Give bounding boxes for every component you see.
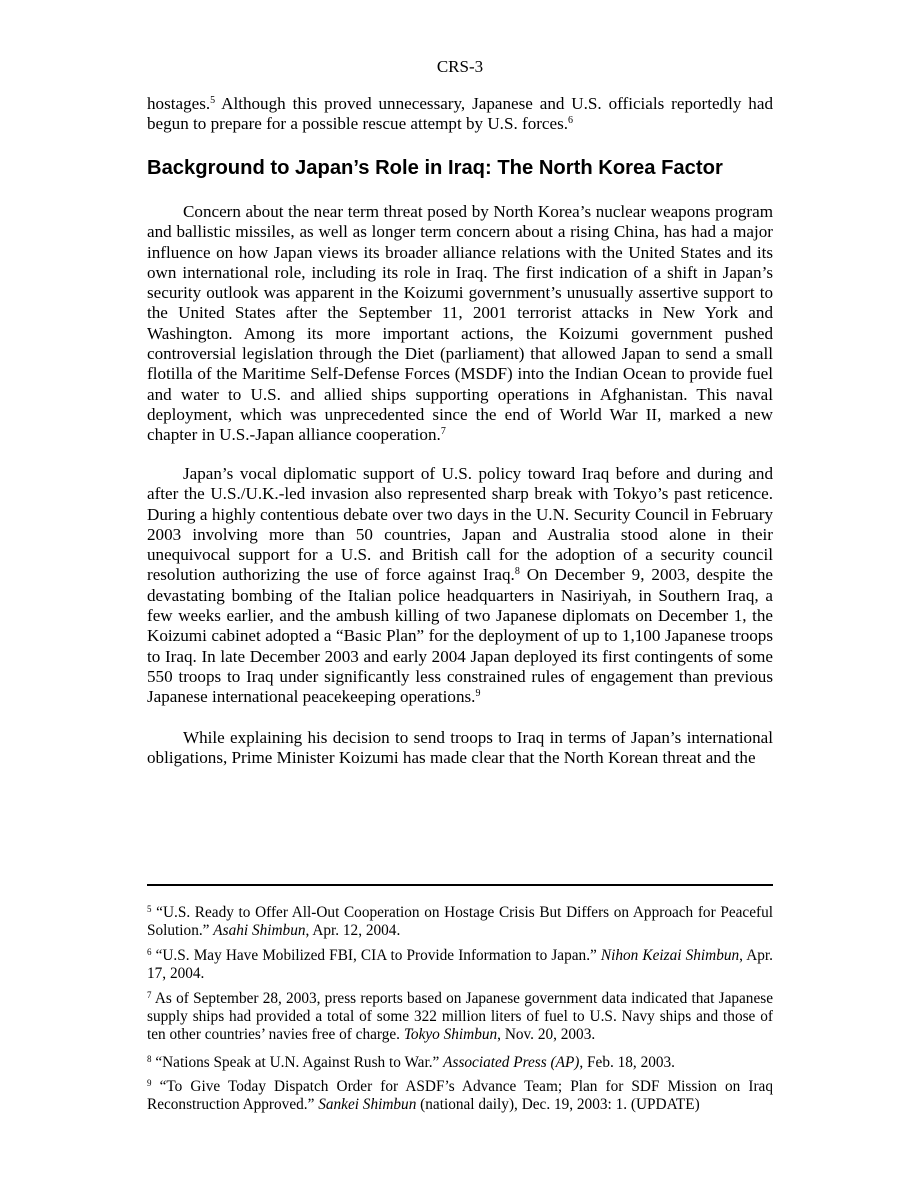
footnote-text: “U.S. Ready to Offer All-Out Cooperation on Hostage Crisis But Differs on Approach for Peaceful Solution.” [147,904,773,940]
footnote-tail: , Feb. 18, 2003. [579,1054,675,1071]
footnote-tail: , Apr. 12, 2004. [305,922,401,940]
footnote-source: Tokyo Shimbun [403,1026,498,1044]
footnote-text: “U.S. May Have Mobilized FBI, CIA to Provide Information to Japan.” [151,947,601,964]
paragraph-continuation [147,94,773,135]
footnote-number: 7 [147,990,152,1000]
footnote-number: 8 [147,1054,152,1064]
footnote-divider [147,884,773,886]
footnote-5 [147,904,773,940]
footnote-source: Sankei Shimbun [318,1096,417,1114]
footnote-text: “Nations Speak at U.N. Against Rush to War.” [151,1054,444,1071]
footnote-ref[interactable]: 9 [475,688,481,700]
footnote-number: 9 [147,1078,152,1088]
footnote-source: Asahi Shimbun [213,922,306,940]
footnote-source: Associated Press (AP) [443,1054,580,1071]
page-number: CRS-3 [436,57,484,76]
paragraph-koizumi [147,728,773,769]
footnote-6 [147,947,773,983]
text-run: While explaining his decision to send troops to Iraq in terms of Japan’s international obligations, Prime Minister Koizumi has made clear that the North Korean threat and the [147,728,773,768]
text-run: Concern about the near term threat posed by North Korea’s nuclear weapons program and ballistic missiles, as well as longer term concern about a rising China, has had a major influence on how Japan views its broader alliance relations with the United States and its own international role, including its role in Iraq. The first indication of a shift in Japan’s security outlook was apparent in the Koizumi government’s unusually assertive support to the United States after the September 11, 2001 terrorist attacks in New York and Washington. Among its more important actions, the Koizumi government pushed controversial legislation through the Diet (parliament) that allowed Japan to send a small flotilla of the Maritime Self-Defense Forces (MSDF) into the Indian Ocean to provide fuel and water to U.S. and allied ships supporting operations in Afghanistan. This naval deployment, which was unprecedented since the end of World War II, marked a new chapter in U.S.-Japan alliance cooperation. [147,202,773,445]
text-run: Japan’s vocal diplomatic support of U.S. policy toward Iraq before and during and after the U.S./U.K.-led invasion also represented sharp break with Tokyo’s past reticence. During a highly contentious debate over two days in the U.N. Security Council in February 2003 involving more than 50 countries, Japan and Australia stood alone in their unequivocal support for a U.S. and British call for the adoption of a security council resolution authorizing the use of force against Iraq. [147,464,773,585]
footnote-ref[interactable]: 7 [440,426,446,438]
text-run: On December 9, 2003, despite the devastating bombing of the Italian police headquarters in Nasiriyah, in Southern Iraq, a few weeks earlier, and the ambush killing of two Japanese diplomats on December 1, the Koizumi cabinet adopted a “Basic Plan” for the deployment of up to 1,100 Japanese troops to Iraq. In late December 2003 and early 2004 Japan deployed its first contingents of some 550 troops to Iraq under significantly less constrained rules of engagement than previous Japanese international peacekeeping operations. [147,565,774,707]
text-run: Although this proved unnecessary, Japanese and U.S. officials reportedly had begun to prepare for a possible rescue attempt by U.S. forces. [147,94,773,134]
footnote-number: 5 [147,904,152,914]
footnote-ref[interactable]: 6 [568,115,574,127]
footnote-ref[interactable]: 8 [514,566,520,578]
footnote-source: Nihon Keizai Shimbun [600,947,740,964]
footnote-7 [147,990,773,1045]
footnote-ref[interactable]: 5 [210,95,216,106]
paragraph-diplomatic-support [147,464,773,708]
footnote-text: “To Give Today Dispatch Order for ASDF’s Advance Team; Plan for SDF Mission on Iraq Reconstruction Approved.” [147,1078,773,1114]
section-heading: Background to Japan’s Role in Iraq: The North Korea Factor [147,157,723,179]
footnote-tail: (national daily), Dec. 19, 2003: 1. (UPDATE) [416,1096,700,1114]
footnote-number: 6 [147,947,152,957]
footnote-tail: , Apr. 17, 2004. [147,947,773,983]
footnote-text: As of September 28, 2003, press reports based on Japanese government data indicated that Japanese supply ships had provided a total of some 322 million liters of fuel to U.S. Navy ships and those of ten other countries’ navies free of charge. [147,990,773,1044]
paragraph-north-korea [147,202,773,446]
footnote-9 [147,1078,773,1114]
footnote-8 [147,1054,773,1072]
text-run: hostages. [147,94,211,113]
footnote-tail: , Nov. 20, 2003. [497,1026,596,1044]
